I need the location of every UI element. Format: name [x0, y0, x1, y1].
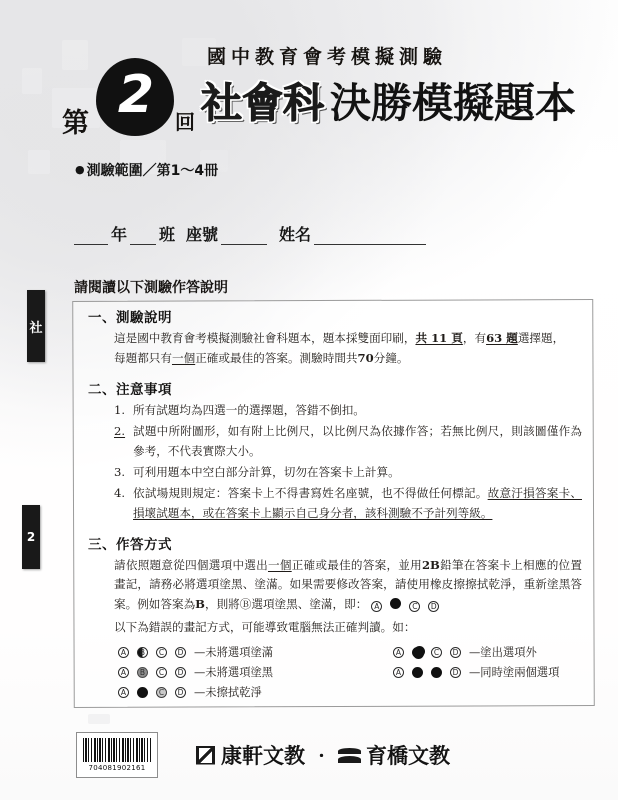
side-tab-subject-label: 社 [29, 320, 43, 336]
s1-text-a: 這是國中教育會考模擬測驗社會科題本，題本採雙面印刷， [114, 331, 416, 345]
s1-pages: 共 11 頁 [415, 331, 463, 345]
item-number: 4. [114, 485, 126, 500]
barcode [76, 732, 158, 778]
wrong-example-row [114, 682, 273, 702]
barcode-bars-icon [83, 738, 151, 762]
wrong-marks-intro: 以下為錯誤的畫記方式，可能導致電腦無法正確判讀。如： [114, 620, 416, 635]
wrong-example-label: —同時塗兩個選項 [469, 666, 560, 680]
wrong-examples-left-column [114, 642, 273, 702]
s1-text-b: ，有 [462, 331, 487, 345]
wrong-examples-right-column [389, 642, 559, 682]
barcode-number: 704081902161 [88, 764, 146, 772]
precaution-list [114, 401, 582, 524]
publisher-row [196, 740, 450, 770]
round-number: 2 [117, 65, 153, 125]
bullet-icon: ● [75, 163, 85, 176]
scope-line [75, 160, 218, 180]
side-tab-round [22, 505, 40, 569]
s3-text-b: 正確或最佳的答案，並用 [291, 557, 422, 572]
item-number: 2. [114, 423, 126, 438]
bubble-option-c-filled [431, 667, 442, 678]
s1-text-c: 選擇題， [517, 331, 565, 345]
bubble-option-d: D [175, 667, 186, 678]
yuchiao-logo-icon [338, 747, 361, 764]
title-rest: 決勝模擬題本 [330, 79, 576, 127]
class-label: 班 [159, 225, 176, 244]
round-suffix: 回 [175, 110, 195, 134]
item-number: 3. [114, 464, 126, 479]
section3-heading: 三、作答方式 [88, 536, 172, 553]
section1-body [114, 329, 582, 369]
bubble-option-b-filled [412, 667, 423, 678]
bubble-option-a: A [393, 667, 404, 678]
round-prefix: 第 [62, 108, 89, 139]
s3-answer: B [195, 597, 205, 612]
bubble-option-b-overfilled [412, 647, 423, 658]
s1-time: 70 [357, 350, 374, 365]
name-field[interactable] [314, 229, 426, 245]
year-field[interactable] [74, 229, 108, 245]
bubble-option-d: D [450, 647, 461, 658]
student-info-line [74, 222, 494, 245]
s1-questions: 63 題 [486, 331, 518, 345]
title-subject: 社會科 [201, 79, 324, 127]
bubble-option-a: A [371, 601, 382, 612]
item-text: 可利用題本中空白部分計算，切勿在答案卡上計算。 [133, 464, 400, 479]
scope-text: 測驗範圍／第1～4冊 [86, 163, 219, 179]
bubble-option-d: D [175, 647, 186, 658]
instructions-content [88, 306, 582, 713]
s1-one: 一個 [171, 350, 196, 365]
bubble-option-b-gray: B [137, 667, 148, 678]
s1-text-f: 分鐘。 [373, 350, 409, 365]
wrong-example-row [114, 662, 273, 682]
section-test-description [88, 306, 582, 369]
list-item [114, 401, 582, 421]
bubble-option-b-filled [390, 598, 401, 609]
bubble-option-a: A [393, 647, 404, 658]
s3-text-a: 請依照題意從四個選項中選出 [114, 557, 268, 572]
s1-text-d: 每題都只有 [114, 350, 172, 365]
side-tab-subject [27, 290, 45, 362]
section1-heading: 一、測驗說明 [88, 310, 172, 326]
publisher-1-name: 康軒文教 [221, 744, 305, 768]
bubble-option-a: A [118, 687, 129, 698]
bubble-option-b-half: B [137, 647, 148, 658]
publisher-separator: ・ [314, 746, 330, 765]
exam-series-title: 國中教育會考模擬測驗 [207, 46, 448, 68]
round-badge [96, 58, 174, 136]
item-text-plain: 依試場規則規定：答案卡上不得書寫姓名座號，也不得做任何標記。 [133, 485, 488, 500]
s3-text-c: 鉛筆在答案卡上相應的位置畫記，請務必將選項塗黑、塗滿。如果需要修改答案，請使用橡皮擦擦拭乾淨，重新塗黑答案。例如答案為 [114, 557, 582, 612]
wrong-example-label: —未擦拭乾淨 [194, 686, 262, 700]
bubble-option-c: C [156, 647, 167, 658]
bubble-option-a: A [118, 667, 129, 678]
item-text: 所有試題均為四選一的選擇題，答錯不倒扣。 [133, 402, 365, 417]
bubble-option-c-smudged: C [156, 687, 167, 698]
list-item [114, 484, 582, 524]
list-item [114, 463, 582, 483]
wrong-mark-examples [114, 642, 582, 704]
wrong-example-label: —未將選項塗滿 [194, 646, 274, 660]
seat-label: 座號 [186, 225, 219, 244]
bubble-option-b-filled [137, 687, 148, 698]
section-precautions [88, 378, 582, 524]
wrong-example-row [389, 642, 559, 662]
wrong-example-row [114, 642, 273, 662]
s3-text-d: ，則將Ⓑ選項塗黑、塗滿，即： [204, 597, 368, 612]
section3-body [114, 556, 582, 616]
bubble-option-a: A [118, 647, 129, 658]
read-instructions-note: 請閱讀以下測驗作答說明 [74, 280, 228, 296]
item-text: 試題中所附圖形，如有附上比例尺，以比例尺為依據作答；若無比例尺，則該圖僅作為參考，不代表實際大小。 [133, 423, 582, 458]
section-answering-method [88, 533, 582, 705]
wrong-example-label: —塗出選項外 [469, 646, 537, 660]
section2-heading: 二、注意事項 [88, 381, 172, 398]
side-tab-round-label: 2 [26, 530, 36, 544]
scan-artifact [88, 714, 110, 724]
item-number: 1. [114, 402, 126, 417]
seat-field[interactable] [221, 229, 267, 245]
bubble-option-c: C [156, 667, 167, 678]
class-field[interactable] [130, 229, 156, 245]
page-title [201, 79, 576, 127]
s1-text-e: 正確或最佳的答案。測驗時間共 [195, 350, 358, 365]
year-label: 年 [111, 225, 128, 244]
bubble-option-c: C [409, 601, 420, 612]
wrong-example-row [389, 662, 559, 682]
list-item [114, 422, 582, 462]
bubble-option-d: D [450, 667, 461, 678]
name-label: 姓名 [279, 225, 312, 244]
bubble-option-d: D [175, 687, 186, 698]
item-text-underlined: 故意汙損答案卡、損壞試題本，或在答案卡上顯示自己身分者，該科測驗不予計列等級。 [133, 485, 582, 520]
kanghsuan-logo-icon [196, 746, 215, 765]
bubble-option-d: D [428, 601, 439, 612]
s3-pencil: 2B [421, 557, 440, 572]
publisher-2-name: 育橋文教 [366, 744, 451, 768]
wrong-example-label: —未將選項塗黑 [194, 666, 274, 680]
s3-one: 一個 [267, 557, 292, 572]
bubble-option-c: C [431, 647, 442, 658]
header [0, 0, 618, 200]
